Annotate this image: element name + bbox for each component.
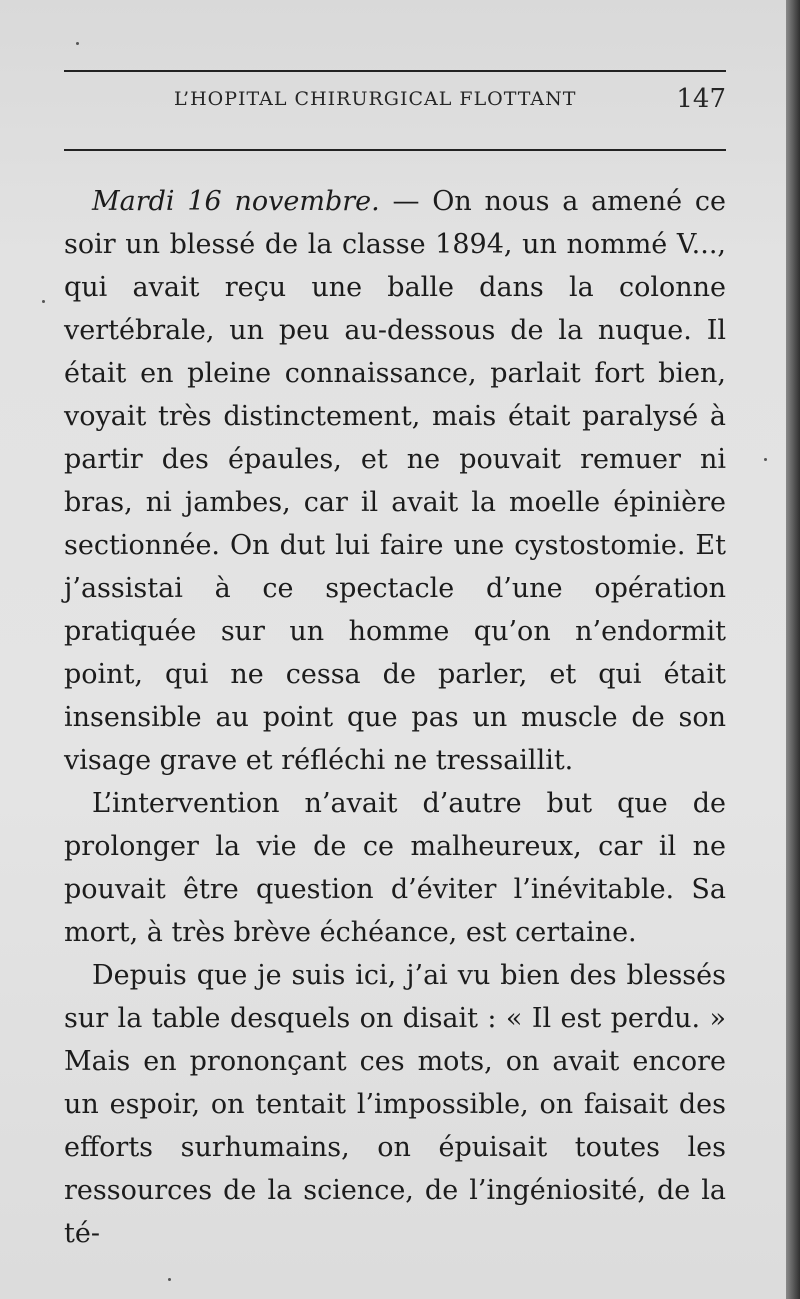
paper-speck — [764, 458, 767, 461]
paragraph-1 — [64, 180, 726, 782]
body-text — [64, 180, 726, 1255]
page-edge-shadow — [786, 0, 800, 1299]
header-rule-bottom — [64, 149, 726, 151]
header-rule-top — [64, 70, 726, 72]
running-head — [64, 86, 726, 116]
date-lead: Mardi 16 novembre. — [92, 186, 380, 217]
paragraph-1-text: — On nous a amené ce soir un blessé de la classe 1894, un nommé V..., qui avait reçu une balle dans la colonne vertébrale, un peu au-dessous de la nuque. Il était en pleine connaissance, parlait fort bien, voyait très distinctement, mais était paralysé à partir des épaules, et ne pouvait remuer ni bras, ni jambes, car il avait la moelle épinière sectionnée. On dut lui faire une cystostomie. Et j’assistai à ce spectacle d’une opération pratiquée sur un homme qu’on n’endormit point, qui ne cessa de parler, et qui était insensible au point que pas un muscle de son visage grave et réfléchi ne tressaillit. — [64, 186, 726, 776]
paper-speck — [76, 42, 79, 45]
paper-speck — [42, 300, 45, 303]
paragraph-2: L’intervention n’avait d’autre but que de prolonger la vie de ce malheureux, car il ne pouvait être question d’éviter l’inévitable. Sa mort, à très brève échéance, est certaine. — [64, 788, 726, 948]
running-title: L’HOPITAL CHIRURGICAL FLOTTANT — [174, 88, 577, 110]
paper-speck — [168, 1278, 171, 1281]
page-number: 147 — [676, 84, 726, 114]
paragraph-3: Depuis que je suis ici, j’ai vu bien des blessés sur la table desquels on disait : « Il est perdu. » Mais en prononçant ces mots, on avait encore un espoir, on tentait l’impossible, on faisait des efforts surhumains, on épuisait toutes les ressources de la science, de l’ingéniosité, de la té- — [64, 960, 726, 1249]
